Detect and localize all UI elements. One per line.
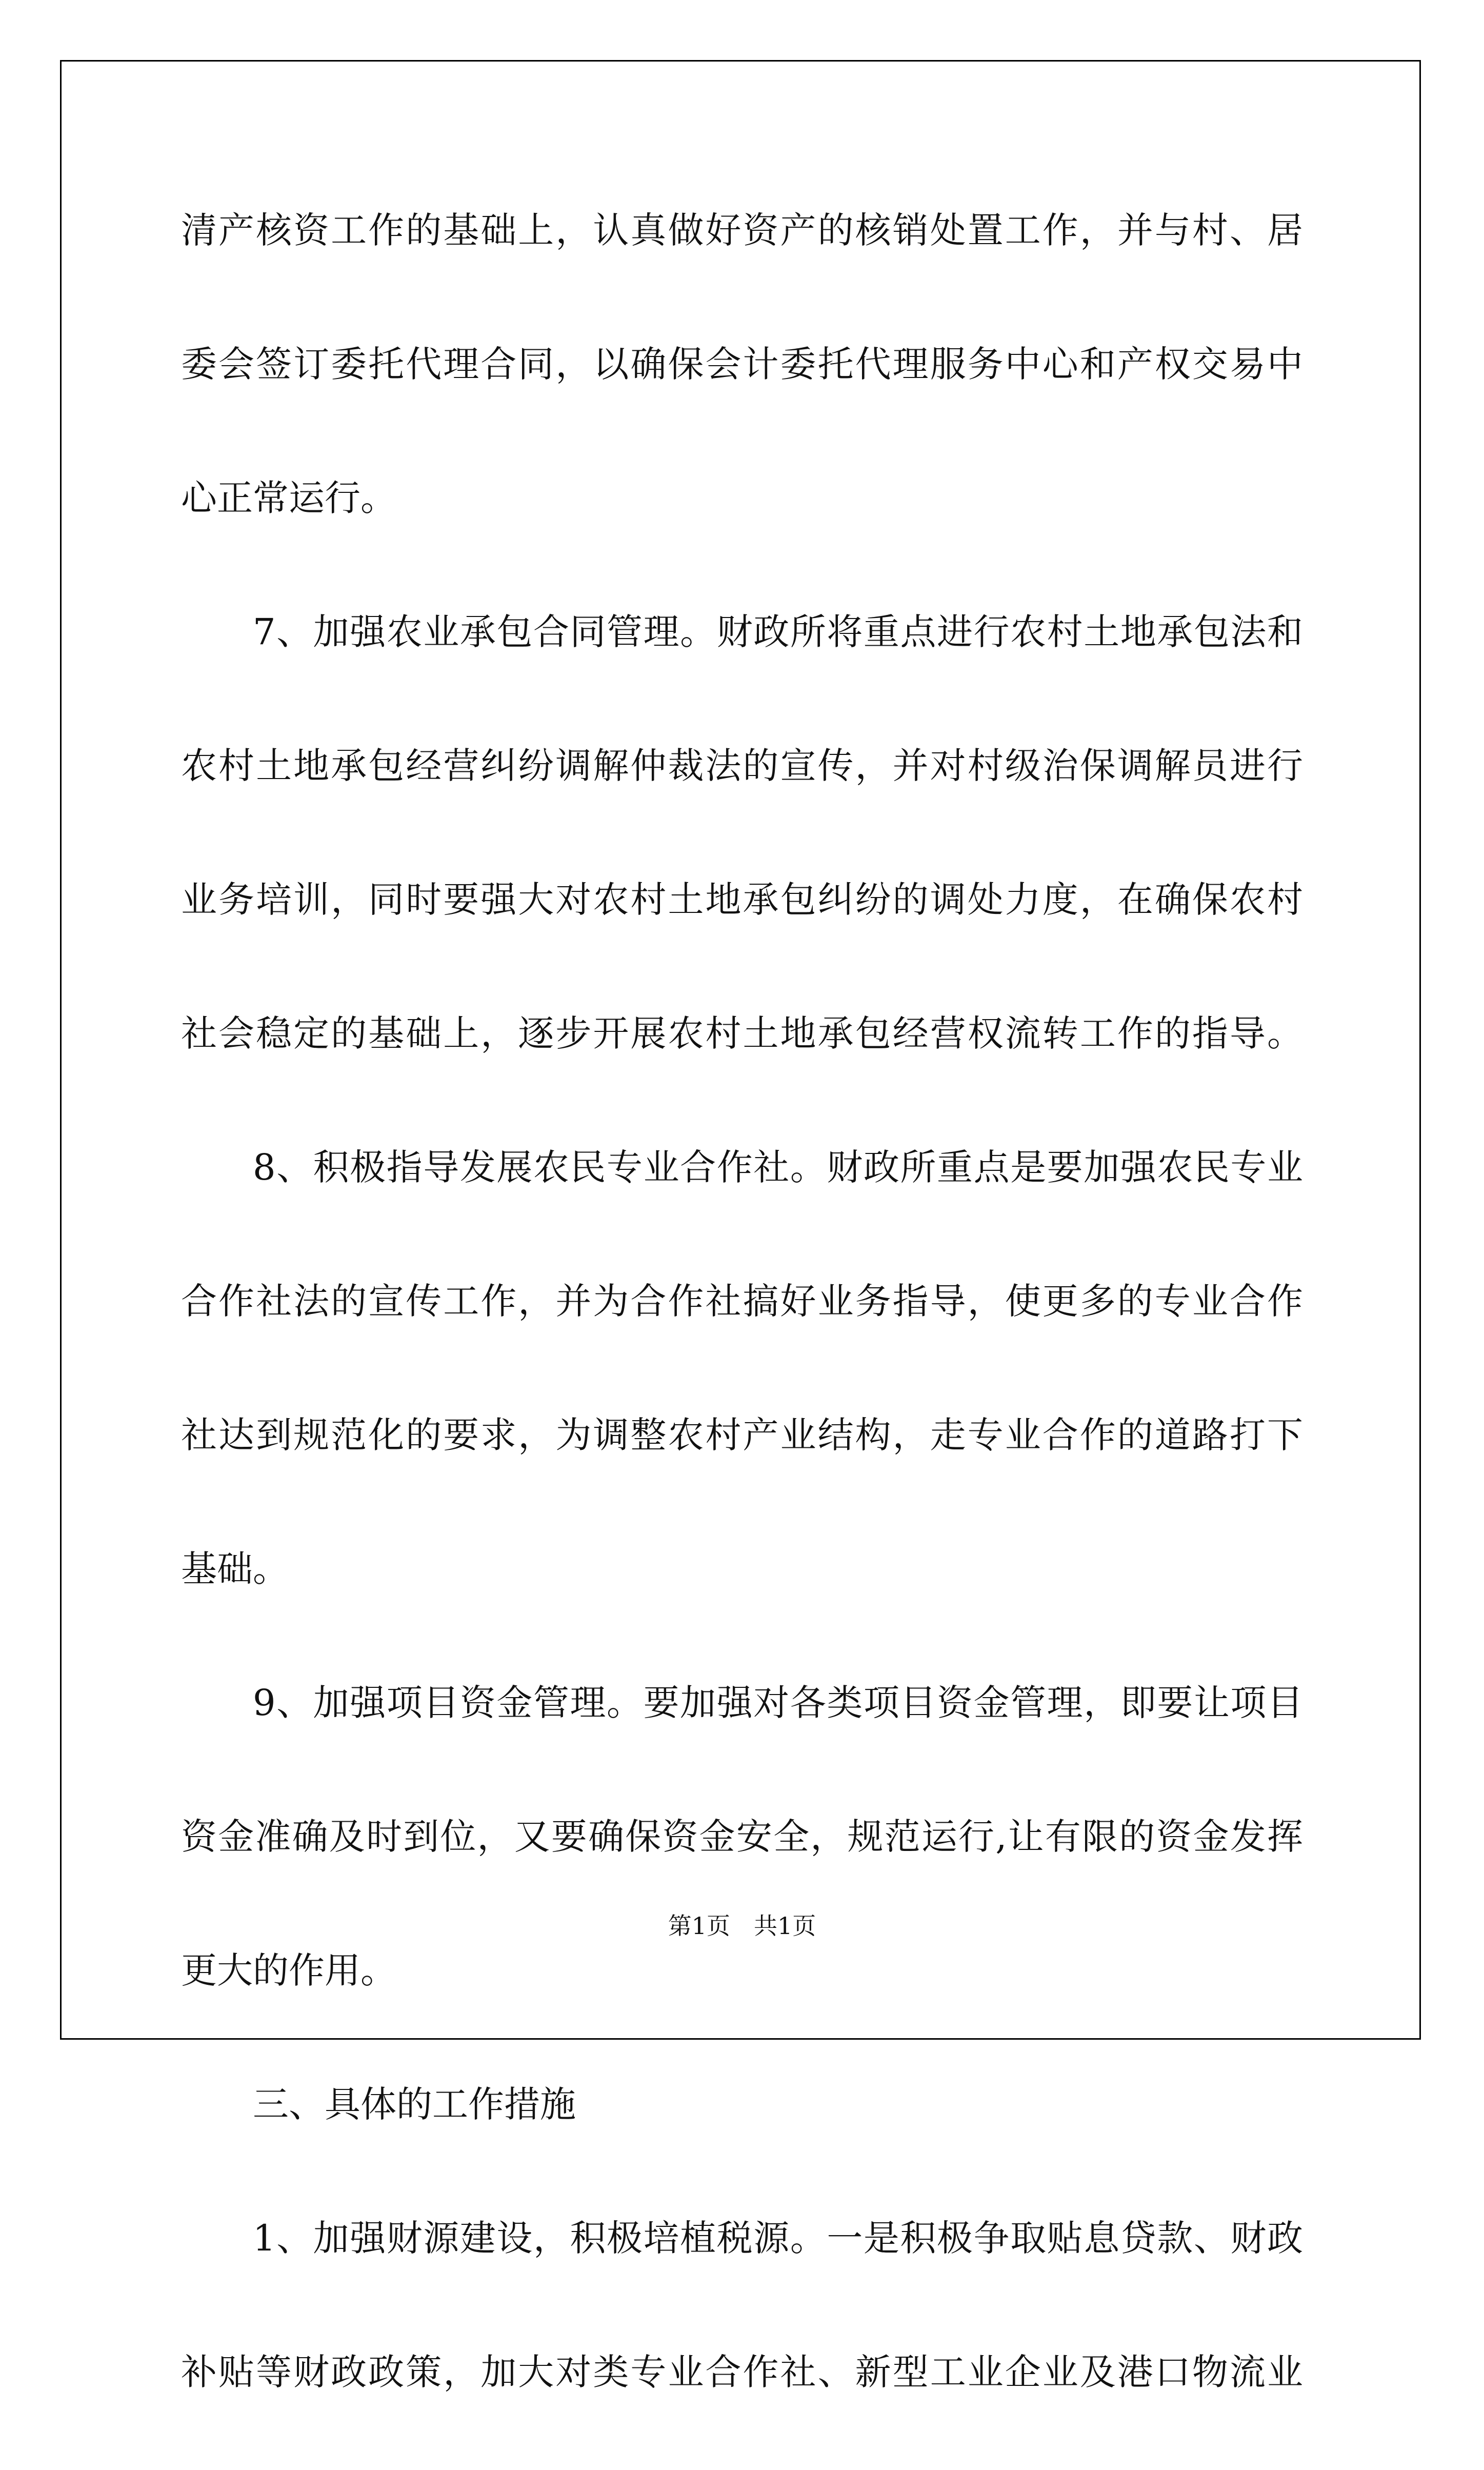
text-line: 业务培训，同时要强大对农村土地承包纠纷的调处力度，在确保农村 <box>181 879 1303 921</box>
paragraph-start-line: 7、加强农业承包合同管理。财政所将重点进行农村土地承包法和 <box>253 611 1303 653</box>
text-line: 资金准确及时到位，又要确保资金安全，规范运行,让有限的资金发挥 <box>181 1816 1303 1858</box>
text-line: 心正常运行。 <box>181 477 396 519</box>
page-number-footer: 第1页 共1页 <box>668 1912 816 1940</box>
paragraph-start-line: 8、积极指导发展农民专业合作社。财政所重点是要加强农民专业 <box>253 1146 1303 1188</box>
section-heading: 三、具体的工作措施 <box>253 2083 576 2125</box>
paragraph-start-line: 1、加强财源建设，积极培植税源。一是积极争取贴息贷款、财政 <box>253 2217 1303 2259</box>
paragraph-start-line: 9、加强项目资金管理。要加强对各类项目资金管理，即要让项目 <box>253 1682 1303 1724</box>
text-line: 清产核资工作的基础上，认真做好资产的核销处置工作，并与村、居 <box>181 209 1303 251</box>
text-line: 更大的作用。 <box>181 1949 396 1991</box>
text-line: 社会稳定的基础上，逐步开展农村土地承包经营权流转工作的指导。 <box>181 1012 1303 1054</box>
text-line: 合作社法的宣传工作，并为合作社搞好业务指导，使更多的专业合作 <box>181 1280 1303 1322</box>
text-line: 社达到规范化的要求，为调整农村产业结构，走专业合作的道路打下 <box>181 1414 1303 1456</box>
text-line: 委会签订委托代理合同，以确保会计委托代理服务中心和产权交易中 <box>181 343 1303 385</box>
text-line: 农村土地承包经营纠纷调解仲裁法的宣传，并对村级治保调解员进行 <box>181 745 1303 787</box>
text-line: 补贴等财政政策，加大对类专业合作社、新型工业企业及港口物流业 <box>181 2351 1303 2393</box>
document-body <box>181 194 1303 2470</box>
text-line: 基础。 <box>181 1548 289 1590</box>
